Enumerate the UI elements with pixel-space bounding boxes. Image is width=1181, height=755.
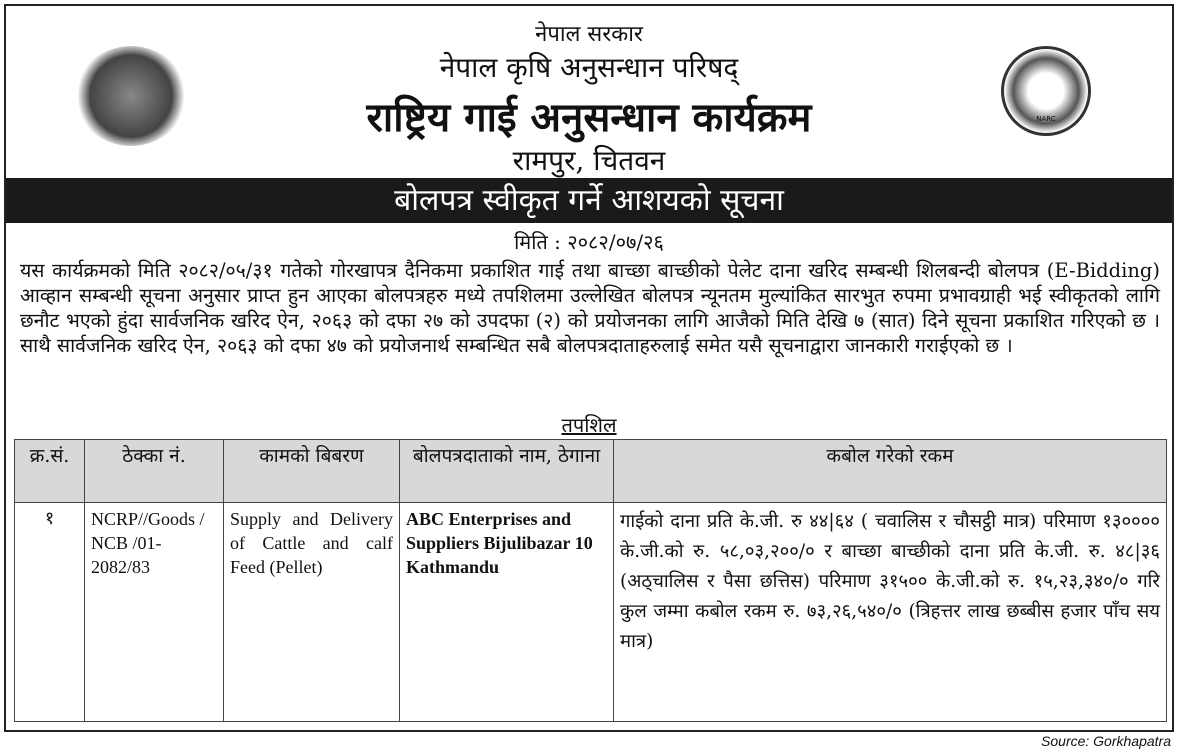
- notice-date: मिति : २०८२/०७/२६: [514, 230, 664, 254]
- table-row: [15, 503, 1167, 722]
- details-table: [14, 439, 1167, 722]
- narc-logo: [1001, 46, 1091, 136]
- program-name: राष्ट्रिय गाई अनुसन्धान कार्यक्रम: [366, 94, 812, 141]
- source-credit: Source: Gorkhapatra: [1041, 733, 1171, 749]
- cell-bidder: ABC Enterprises and Suppliers Bijulibazar 10 Kathmandu: [400, 503, 614, 722]
- council-name: नेपाल कृषि अनुसन्धान परिषद्: [439, 51, 739, 84]
- table-title: तपशिल: [561, 413, 617, 437]
- narc-logo-text: NARC: [1036, 115, 1056, 123]
- notice-header: [6, 6, 1172, 178]
- cell-description: Supply and Delivery of Cattle and calf Feed (Pellet): [224, 503, 400, 722]
- govt-name: नेपाल सरकार: [535, 22, 643, 47]
- header-description: कामको बिबरण: [224, 440, 400, 503]
- notice-frame: [4, 4, 1174, 732]
- cell-sn: १: [15, 503, 85, 722]
- header-contract-no: ठेक्का नं.: [85, 440, 224, 503]
- cell-contract-no: NCRP//Goods / NCB /01-2082/83: [85, 503, 224, 722]
- header-bidder: बोलपत्रदाताको नाम, ठेगाना: [400, 440, 614, 503]
- notice-title: बोलपत्र स्वीकृत गर्ने आशयको सूचना: [6, 178, 1172, 223]
- table-header-row: [15, 440, 1167, 503]
- header-amount: कबोल गरेको रकम: [614, 440, 1167, 503]
- notice-body: यस कार्यक्रमको मिति २०८२/०५/३१ गतेको गोरखापत्र दैनिकमा प्रकाशित गाई तथा बाच्छा बाच्छीको पेलेट दाना खरिद सम्बन्धी शिलबन्दी बोलपत्र (E-Bidding) आव्हान सम्बन्धी सूचना अनुसार प्राप्त हुन आएका बोलपत्रहरु मध्ये तपशिलमा उल्लेखित बोलपत्र न्यूनतम मुल्यांकित सारभुत रुपमा प्रभावग्राही भई स्वीकृतको लागि छनौट भएको हुंदा सार्वजनिक खरिद ऐन, २०६३ को दफा २७ को उपदफा (२) को प्रयोजनका लागि आजैको मिति देखि ७ (सात) दिने सूचना प्रकाशित गरिएको छ । साथै सार्वजनिक खरिद ऐन, २०६३ को दफा ४७ को प्रयोजनार्थ सम्बन्धित सबै बोलपत्रदाताहरुलाई समेत यसै सूचनाद्वारा जानकारी गराईएको छ ।: [20, 259, 1160, 357]
- cell-amount: गाईको दाना प्रति के.जी. रु ४४|६४ ( चवालिस र चौसट्ठी मात्र) परिमाण १३०००० के.जी.को रु. ५८,०३,२००/० र बाच्छा बाच्छीको दाना प्रति के.जी. रु. ४८|३६ (अठ्चालिस र पैसा छत्तिस) परिमाण ३१५०० के.जी.को रु. १५,२३,३४०/० गरि कुल जम्मा कबोल रकम रु. ७३,२६,५४०/० (त्रिहत्तर लाख छब्बीस हजार पाँच सय मात्र): [614, 503, 1167, 722]
- location: रामपुर, चितवन: [512, 144, 666, 177]
- header-sn: क्र.सं.: [15, 440, 85, 503]
